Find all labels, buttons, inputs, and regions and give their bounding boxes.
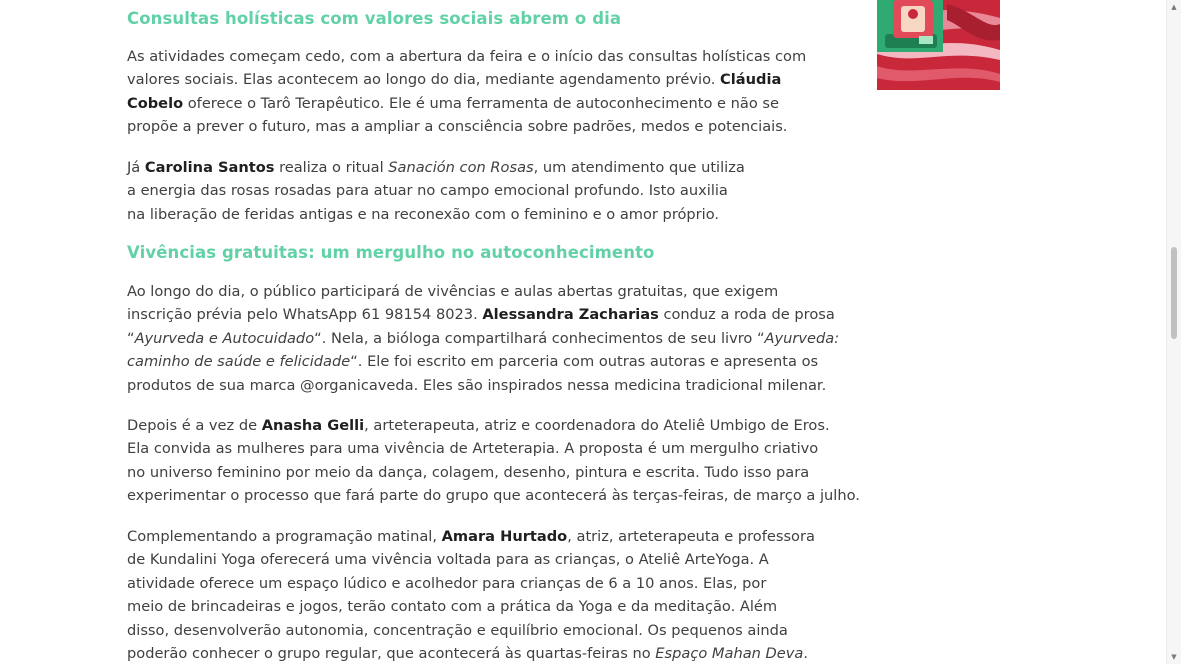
paragraph-vivencias: Ao longo do dia, o público participará de vivências e aulas abertas gratuitas, que exigem inscrição prévia pelo WhatsApp 61 98154 8023. Alessandra Zacharias conduz a roda de prosa “Ayurveda e Autocuidado“. Nela, a bióloga compartilhará conhecimentos de seu livro “Ayurveda: caminho de saúde e felicidade“. Ele foi escrito em parceria com outras autoras e apresenta os produtos de sua marca @organicaveda. Eles são inspirados nessa medicina tradicional milenar. [127, 283, 840, 394]
page-scrollbar[interactable] [1166, 0, 1181, 664]
name-carolina-santos: Carolina Santos [144, 159, 275, 176]
triangle-up-icon[interactable]: ▲ [1171, 3, 1177, 11]
name-alessandra-zacharias: Alessandra Zacharias [482, 306, 659, 324]
triangle-down-icon[interactable]: ▼ [1171, 653, 1177, 661]
paragraph-arteterapia: Depois é a vez de Anasha Gelli, arteterapeuta, atriz e coordenadora do Ateliê Umbigo de Eros. Ela convida as mulheres para uma vivência de Arteterapia. A proposta é um mergulho criativo no universo feminino por meio da dança, colagem, desenho, pintura e escrita. Tudo isso para experimentar o processo que fará parte do grupo que acontecerá às terças-feiras, de março a julho. [127, 417, 860, 505]
book-title-ayurveda-autocuidado: Ayurveda e Autocuidado [134, 329, 315, 347]
ad-illustration [877, 0, 1000, 90]
venue-name: Espaço Mahan Deva [655, 645, 804, 663]
paragraph-consultas: As atividades começam cedo, com a abertura da feira e o início das consultas holísticas com valores sociais. Elas acontecem ao longo do dia, mediante agendamento prévio. Cláudia Cobelo oferece o Tarô Terapêutico. Ele é uma ferramenta de autoconhecimento e não se propõe a prever o futuro, mas a ampliar a consciência sobre padrões, medos e potenciais. [127, 48, 807, 136]
paragraph-sanacion: Já Carolina Santos realiza o ritual Sanación con Rosas, um atendimento que utiliza a energia das rosas rosadas para atuar no campo emocional profundo. Isto auxilia na liberação de feridas antigas e na reconexão com o feminino e o amor próprio. [127, 159, 745, 223]
sidebar-ad-image[interactable] [877, 0, 1000, 90]
paragraph-arteyoga: Complementando a programação matinal, Amara Hurtado, atriz, arteterapeuta e professora de Kundalini Yoga oferecerá uma vivência voltada para as crianças, o Ateliê ArteYoga. A atividade oferece um espaço lúdico e acolhedor para crianças de 6 a 10 anos. Elas, por meio de brincadeiras e jogos, terão contato com a prática da Yoga e da meditação. Além disso, desenvolverão autonomia, concentração e equilíbrio emocional. Os pequenos ainda poderão conhecer o grupo regular, que acontecerá às quartas-feiras no Espaço Mahan Deva. [127, 528, 815, 663]
book-title-ayurveda: Ayurveda: caminho de saúde e felicidade [127, 329, 840, 371]
section-heading-vivencias: Vivências gratuitas: um mergulho no autoconhecimento [127, 243, 655, 262]
ritual-name: Sanación con Rosas [388, 159, 534, 176]
name-anasha-gelli: Anasha Gelli [261, 417, 365, 434]
scrollbar-thumb[interactable] [1171, 247, 1177, 339]
name-claudia-cobelo: Cláudia Cobelo [127, 71, 782, 112]
name-amara-hurtado: Amara Hurtado [441, 528, 568, 545]
section-heading-consultas: Consultas holísticas com valores sociais abrem o dia [127, 9, 622, 28]
